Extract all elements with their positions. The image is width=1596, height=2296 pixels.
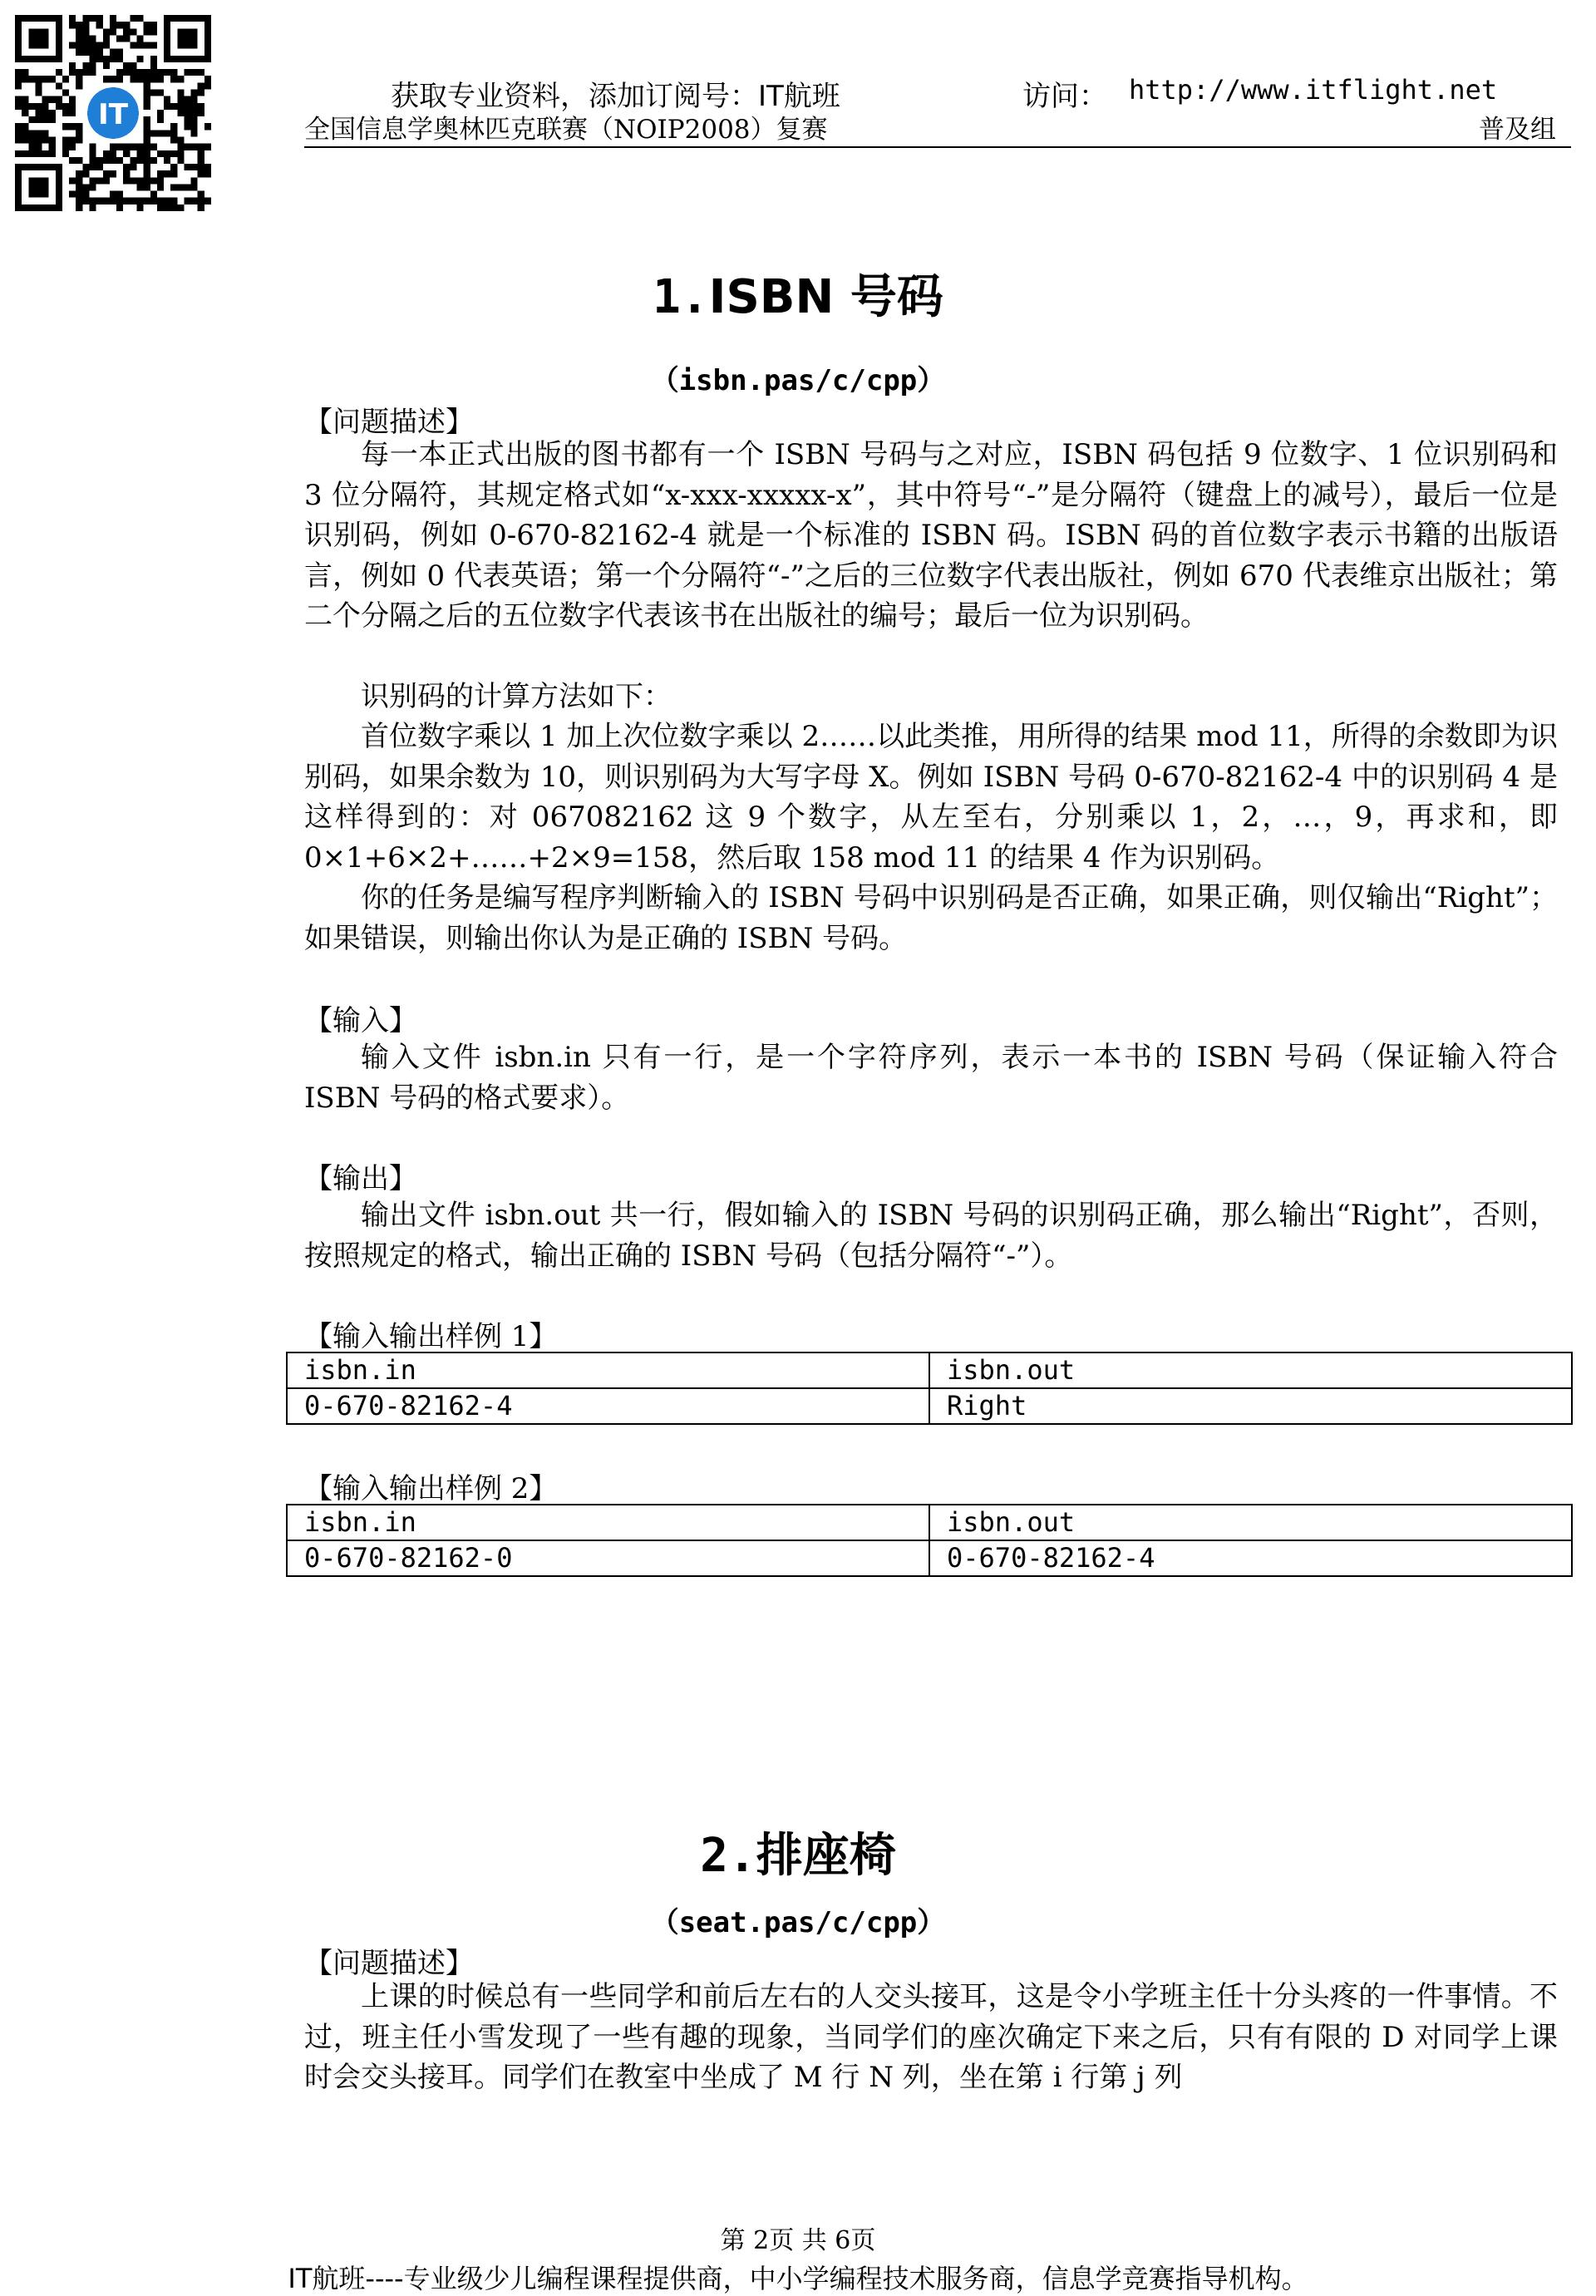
table-row [287, 1352, 1572, 1388]
problem-2-desc-p1: 上课的时候总有一些同学和前后左右的人交头接耳，这是令小学班主任十分头疼的一件事情。不过，班主任小雪发现了一些有趣的现象，当同学们的座次确定下来之后，只有有限的 D 对同学上课时会交头接耳。同学们在教室中坐成了 M 行 N 列，坐在第 i 行第 j 列 [304, 1980, 1558, 2094]
table-row [287, 1540, 1572, 1576]
sample-2-output-value: 0-670-82162-4 [929, 1540, 1572, 1576]
header-promo-text: 获取专业资料，添加订阅号：IT航班 [391, 80, 840, 113]
sample-1-header-in: isbn.in [287, 1352, 929, 1388]
table-row [287, 1505, 1572, 1540]
qr-code-image [15, 15, 211, 211]
problem-2-filename: （seat.pas/c/cpp） [650, 1906, 946, 1939]
problem-1-desc-heading: 【问题描述】 [304, 406, 474, 439]
sample-2-header-out: isbn.out [929, 1505, 1572, 1540]
table-row [287, 1388, 1572, 1424]
problem-1-desc-p1: 每一本正式出版的图书都有一个 ISBN 号码与之对应，ISBN 码包括 9 位数字、1 位识别码和 3 位分隔符，其规定格式如“x-xxx-xxxxx-x”，其中符号“-”是分隔符（键盘上的减号），最后一位是识别码，例如 0-670-82162-4 就是一个标准的 ISBN 码。ISBN 码的首位数字表示书籍的出版语言，例如 0 代表英语；第一个分隔符“-”之后的三位数字代表出版社，例如 670 代表维京出版社；第二个分隔之后的五位数字代表该书在出版社的编号；最后一位为识别码。 [304, 438, 1558, 633]
problem-1-desc-p4: 你的任务是编写程序判断输入的 ISBN 号码中识别码是否正确，如果正确，则仅输出“Right”；如果错误，则输出你认为是正确的 ISBN 号码。 [304, 881, 1558, 955]
problem-2-title: 2.排座椅 [700, 1829, 896, 1883]
sample-1-output-value: Right [929, 1388, 1572, 1424]
header-url-link[interactable]: http://www.itflight.net [1129, 74, 1498, 106]
header-divider [304, 146, 1571, 148]
header-visit-label: 访问： [1022, 80, 1107, 113]
sample-1-heading: 【输入输出样例 1】 [304, 1320, 558, 1353]
qr-logo-text: IT [97, 98, 129, 132]
sample-2-heading: 【输入输出样例 2】 [304, 1472, 558, 1505]
sample-1-input-value: 0-670-82162-4 [287, 1388, 929, 1424]
problem-2-desc-heading: 【问题描述】 [304, 1947, 474, 1980]
problem-1-filename: （isbn.pas/c/cpp） [650, 364, 946, 397]
sample-1-table [286, 1352, 1573, 1425]
sample-2-input-value: 0-670-82162-0 [287, 1540, 929, 1576]
sample-2-table [286, 1504, 1573, 1577]
contest-level: 普及组 [1479, 115, 1556, 145]
problem-1-input-heading: 【输入】 [304, 1004, 417, 1037]
problem-1-input-text: 输入文件 isbn.in 只有一行，是一个字符序列，表示一本书的 ISBN 号码（保证输入符合 ISBN 号码的格式要求）。 [304, 1041, 1558, 1115]
sample-2-header-in: isbn.in [287, 1505, 929, 1540]
problem-1-title: 1.ISBN 号码 [653, 270, 943, 324]
page-number: 第 2页 共 6页 [720, 2226, 876, 2255]
contest-name: 全国信息学奥林匹克联赛（NOIP2008）复赛 [304, 115, 828, 145]
footer-promo-text: IT航班----专业级少儿编程课程提供商，中小学编程技术服务商，信息学竞赛指导机构。 [288, 2263, 1308, 2294]
sample-1-header-out: isbn.out [929, 1352, 1572, 1388]
problem-1-desc-p2: 识别码的计算方法如下： [361, 680, 672, 713]
problem-1-desc-p3: 首位数字乘以 1 加上次位数字乘以 2……以此类推，用所得的结果 mod 11，所得的余数即为识别码，如果余数为 10，则识别码为大写字母 X。例如 ISBN 号码 0-670-82162-4 中的识别码 4 是这样得到的：对 067082162 这 9 个数字，从左至右，分别乘以 1，2，…，9，再求和，即 0×1+6×2+……+2×9=158，然后取 158 mod 11 的结果 4 作为识别码。 [304, 720, 1558, 875]
problem-1-output-heading: 【输出】 [304, 1162, 417, 1195]
problem-1-output-text: 输出文件 isbn.out 共一行，假如输入的 ISBN 号码的识别码正确，那么输出“Right”，否则，按照规定的格式，输出正确的 ISBN 号码（包括分隔符“-”）。 [304, 1199, 1558, 1273]
